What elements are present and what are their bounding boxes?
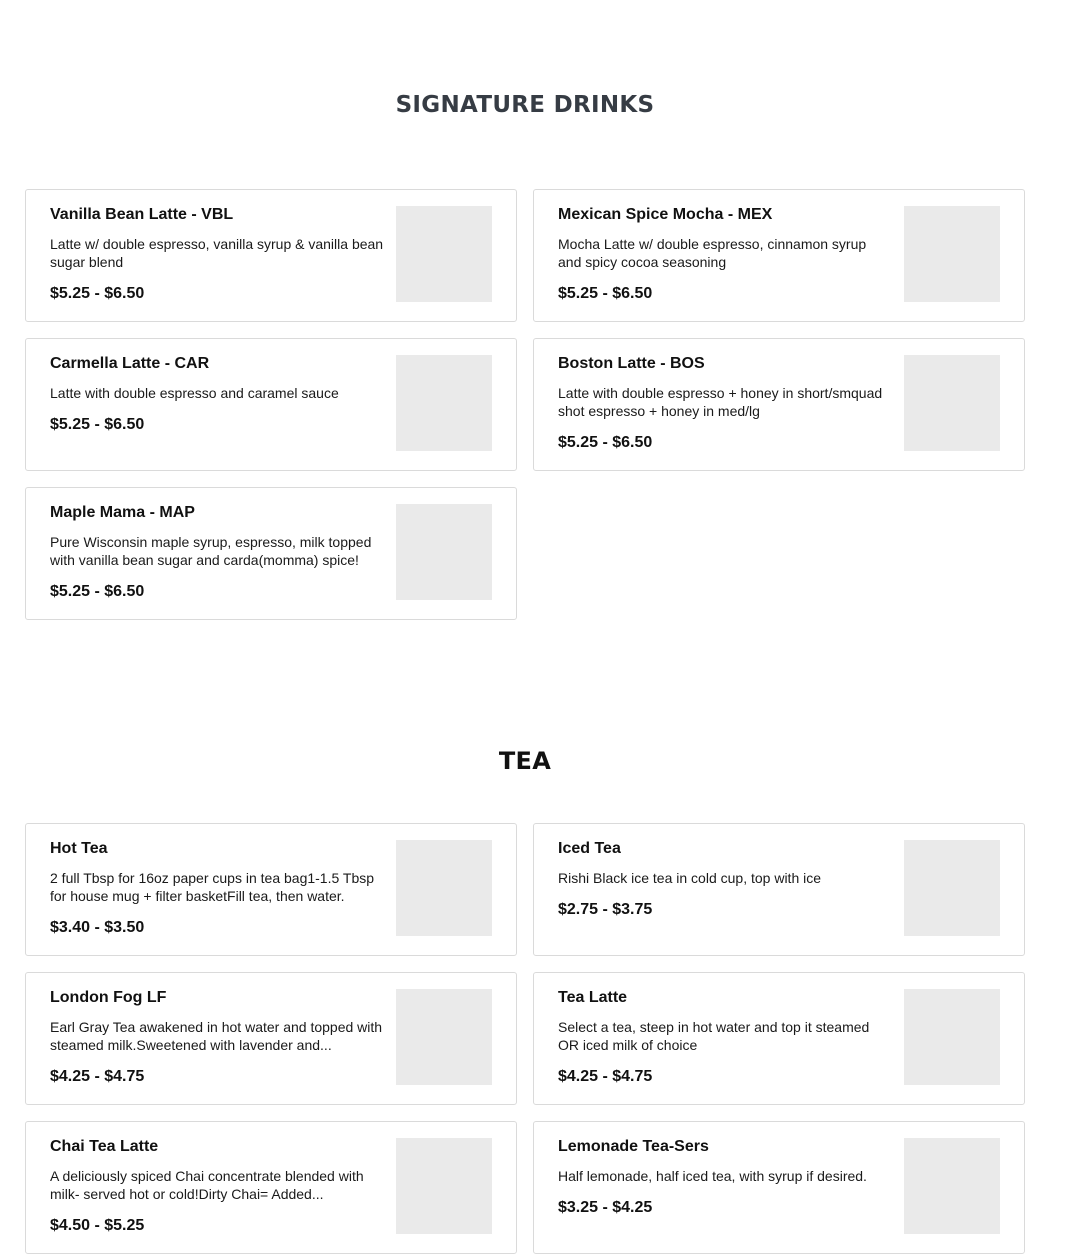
menu-item-image-placeholder — [904, 989, 1000, 1085]
menu-item-card[interactable] — [25, 823, 517, 956]
menu-item-description: 2 full Tbsp for 16oz paper cups in tea bag1-1.5 Tbsp for house mug + filter basketFill tea, then water. — [50, 870, 375, 904]
menu-item-price: $4.25 - $4.75 — [558, 1068, 653, 1085]
menu-item-price: $2.75 - $3.75 — [558, 901, 653, 918]
menu-item-name: Lemonade Tea-Sers — [558, 1138, 709, 1155]
menu-item-name: Carmella Latte - CAR — [50, 355, 210, 372]
menu-item-name: Chai Tea Latte — [50, 1138, 159, 1155]
section-title-signature-drinks: SIGNATURE DRINKS — [395, 92, 655, 118]
menu-item-description: Rishi Black ice tea in cold cup, top with ice — [558, 870, 822, 886]
menu-item-description: Half lemonade, half iced tea, with syrup if desired. — [558, 1168, 867, 1184]
menu-item-card[interactable] — [533, 1121, 1025, 1254]
menu-item-name: Tea Latte — [558, 989, 628, 1006]
menu-item-image-placeholder — [904, 206, 1000, 302]
menu-item-card[interactable] — [533, 823, 1025, 956]
menu-item-name: Vanilla Bean Latte - VBL — [50, 206, 234, 223]
menu-item-image-placeholder — [396, 355, 492, 451]
menu-item-card[interactable] — [25, 338, 517, 471]
menu-item-price: $5.25 - $6.50 — [558, 285, 653, 302]
menu-item-image-placeholder — [904, 840, 1000, 936]
menu-item-description: Mocha Latte w/ double espresso, cinnamon syrup and spicy cocoa seasoning — [558, 236, 867, 270]
section-title-tea: TEA — [498, 747, 552, 775]
menu-item-description: Select a tea, steep in hot water and top it steamed OR iced milk of choice — [558, 1019, 870, 1053]
menu-item-name: Hot Tea — [50, 840, 108, 857]
menu-item-description: Pure Wisconsin maple syrup, espresso, milk topped with vanilla bean sugar and carda(momma) spice! — [50, 534, 372, 568]
menu-item-name: Mexican Spice Mocha - MEX — [558, 206, 773, 223]
menu-item-image-placeholder — [396, 989, 492, 1085]
menu-item-card[interactable] — [533, 972, 1025, 1105]
tea-grid — [25, 823, 1025, 1254]
menu-item-price: $5.25 - $6.50 — [50, 416, 145, 433]
menu-item-name: Boston Latte - BOS — [558, 355, 705, 372]
menu-item-card[interactable] — [533, 189, 1025, 322]
menu-item-price: $5.25 - $6.50 — [50, 285, 145, 302]
menu-item-name: Maple Mama - MAP — [50, 504, 195, 521]
menu-item-card[interactable] — [533, 338, 1025, 471]
menu-item-name: Iced Tea — [558, 840, 621, 857]
menu-item-description: Latte with double espresso and caramel sauce — [50, 385, 339, 401]
menu-item-image-placeholder — [396, 206, 492, 302]
menu-item-image-placeholder — [396, 840, 492, 936]
menu-item-image-placeholder — [396, 1138, 492, 1234]
menu-item-card[interactable] — [25, 972, 517, 1105]
menu-item-price: $3.25 - $4.25 — [558, 1199, 653, 1216]
menu-item-price: $4.25 - $4.75 — [50, 1068, 145, 1085]
menu-item-description: Latte w/ double espresso, vanilla syrup & vanilla bean sugar blend — [50, 236, 384, 270]
menu-item-card[interactable] — [25, 1121, 517, 1254]
menu-item-card[interactable] — [25, 487, 517, 620]
menu-item-description: Earl Gray Tea awakened in hot water and topped with steamed milk.Sweetened with lavender and... — [50, 1019, 383, 1053]
menu-item-description: Latte with double espresso + honey in short/smquad shot espresso + honey in med/lg — [558, 385, 883, 419]
menu-item-image-placeholder — [396, 504, 492, 600]
signature-drinks-grid — [25, 189, 1025, 620]
menu-item-description: A deliciously spiced Chai concentrate blended with milk- served hot or cold!Dirty Chai= Added... — [50, 1168, 364, 1202]
menu-item-price: $5.25 - $6.50 — [558, 434, 653, 451]
menu-item-image-placeholder — [904, 1138, 1000, 1234]
menu-item-price: $4.50 - $5.25 — [50, 1217, 145, 1234]
menu-item-image-placeholder — [904, 355, 1000, 451]
menu-item-card[interactable] — [25, 189, 517, 322]
menu-item-price: $3.40 - $3.50 — [50, 919, 145, 936]
menu-item-name: London Fog LF — [50, 989, 167, 1006]
menu-item-price: $5.25 - $6.50 — [50, 583, 145, 600]
